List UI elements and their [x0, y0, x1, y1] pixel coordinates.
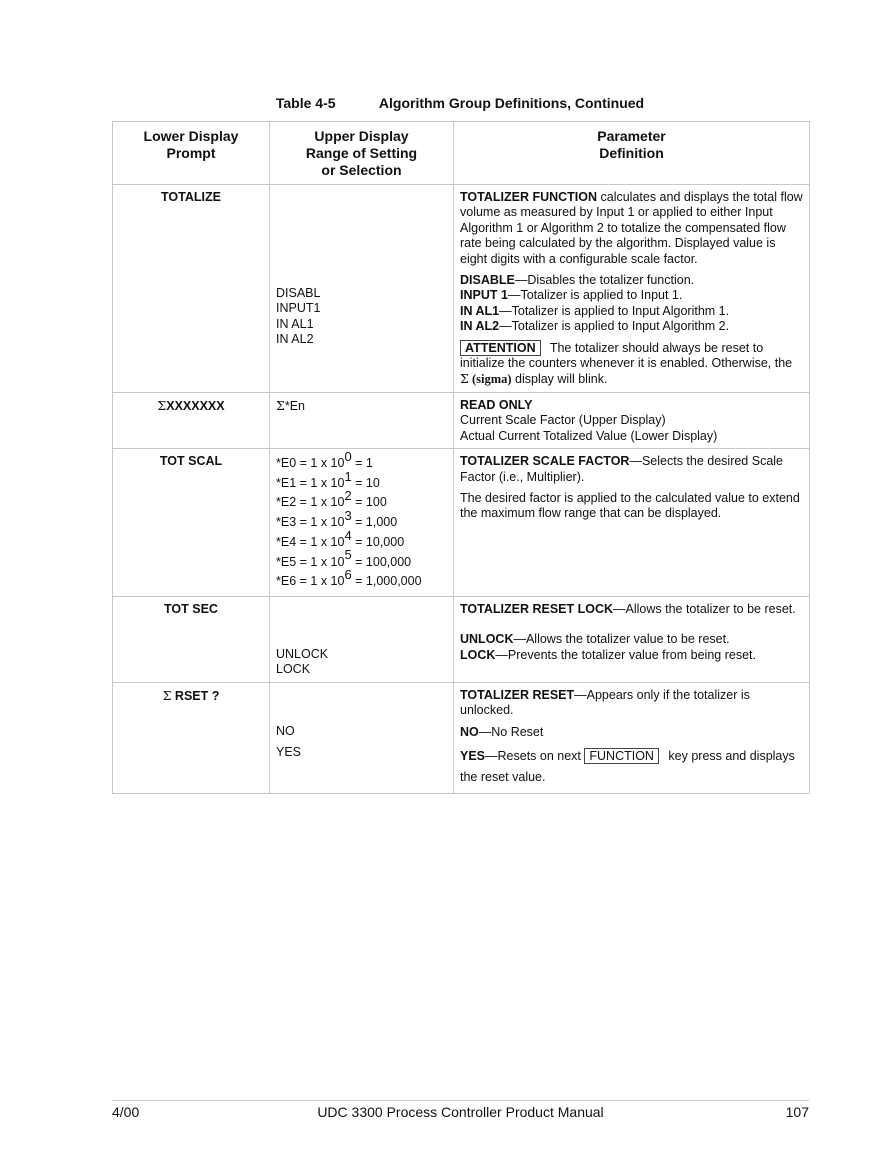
option-e6: *E6 = 1 x $10^6 = 1,000,000$ [276, 567, 422, 589]
definition-tot-scal: TOTALIZER SCALE FACTOR—Selects the desired Scale Factor (i.e., Multiplier). The desired factor is applied to the calculated value to extend the maximum flow range that can be displayed. [454, 449, 810, 597]
item-no: NO—No Reset [460, 724, 544, 739]
item-lock: LOCK—Prevents the totalizer value from being reset. [460, 647, 756, 662]
footer-divider [112, 1100, 809, 1101]
sigma-symbol: Σ [460, 371, 469, 387]
option-e5: *E5 = 1 x $10^5 = 100,000$ [276, 547, 412, 569]
option-unlock: UNLOCK [276, 646, 329, 661]
item-disable: DISABLE—Disables the totalizer function. [460, 273, 695, 288]
option-lock: LOCK [276, 662, 311, 677]
definition-tot-sec: TOTALIZER RESET LOCK—Allows the totalizer to be reset. UNLOCK—Allows the totalizer value to be reset. LOCK—Prevents the totalizer value from being reset. [454, 596, 810, 682]
prompt-tot-sec: TOT SEC [113, 596, 270, 682]
options-rset [270, 682, 454, 793]
option-in-al2: IN AL2 [276, 332, 314, 347]
option-in-al1: IN AL1 [276, 316, 314, 331]
definition-paragraph: TOTALIZER FUNCTION calculates and displays the total flow volume as measured by Input 1 or applied to either Input Algorithm 1 or Algorithm 2 to totalize the compensated flow rate being calculated by the algorithm. Displayed value is eight digits with a configurable scale factor. [460, 190, 803, 266]
option-no: NO [276, 723, 295, 738]
footer-date: 4/00 [112, 1104, 140, 1120]
item-input-1: INPUT 1—Totalizer is applied to Input 1. [460, 288, 683, 303]
option-e3: *E3 = 1 x $10^3 = 1,000$ [276, 508, 398, 530]
item-unlock: UNLOCK—Allows the totalizer value to be reset. [460, 632, 730, 647]
option-disabl: DISABL [276, 286, 321, 300]
option-e1: *E1 = 1 x $10^1 = 10$ [276, 468, 380, 490]
prompt-tot-scal: TOT SCAL [113, 449, 270, 597]
table-title: Algorithm Group Definitions, Continued [378, 95, 645, 111]
option-input1: INPUT1 [276, 301, 321, 316]
option-e4: *E4 = 1 x $10^4 = 10,000$ [276, 527, 405, 549]
header-parameter-definition: Parameter Definition [454, 122, 810, 185]
table-header-row [113, 122, 810, 185]
item-yes: YES—Resets on next FUNCTION key press and displays the reset value. [460, 748, 795, 784]
item-in-al1: IN AL1—Totalizer is applied to Input Algorithm 1. [460, 303, 730, 318]
option-yes: YES [276, 745, 302, 760]
definition-rset: TOTALIZER RESET—Appears only if the totalizer is unlocked. NO—No Reset YES—Resets on next FUNCTION key press and displays the reset value. [454, 682, 810, 793]
table-row [113, 449, 810, 597]
options-tot-scal [270, 449, 454, 597]
table-row [113, 682, 810, 793]
header-upper-display-range: Upper Display Range of Setting or Selection [270, 122, 454, 185]
options-tot-sec [270, 596, 454, 682]
footer-page-number: 107 [785, 1104, 809, 1120]
prompt-totalize: TOTALIZE [113, 185, 270, 393]
table-caption [112, 95, 808, 111]
algorithm-definitions-table [112, 121, 810, 794]
prompt-sigma-display: ΣXXXXXXX [113, 392, 270, 448]
options-sigma-display: Σ*En [270, 392, 454, 448]
table-row [113, 392, 810, 448]
options-totalize [270, 185, 454, 393]
prompt-rset: Σ RSET ? [113, 682, 270, 793]
definition-sigma-display: READ ONLY Current Scale Factor (Upper Display) Actual Current Totalized Value (Lower Display) [454, 392, 810, 448]
definition-totalize [454, 185, 810, 393]
attention-label: ATTENTION [460, 340, 541, 356]
item-in-al2: IN AL2—Totalizer is applied to Input Algorithm 2. [460, 319, 730, 334]
table-row [113, 185, 810, 393]
option-e2: *E2 = 1 x $10^2 = 100$ [276, 488, 387, 510]
footer-manual-title: UDC 3300 Process Controller Product Manual [317, 1104, 604, 1120]
function-key-label: FUNCTION [584, 748, 659, 764]
option-e0: *E0 = 1 x $10^0 = 1$ [276, 448, 373, 471]
table-row [113, 596, 810, 682]
table-number: Table 4-5 [275, 95, 336, 111]
attention-note: ATTENTION The totalizer should always be reset to initialize the counters whenever it is enabled. Otherwise, the Σ (sigma) display will blink. [460, 340, 793, 387]
header-lower-display-prompt: Lower Display Prompt [113, 122, 270, 185]
